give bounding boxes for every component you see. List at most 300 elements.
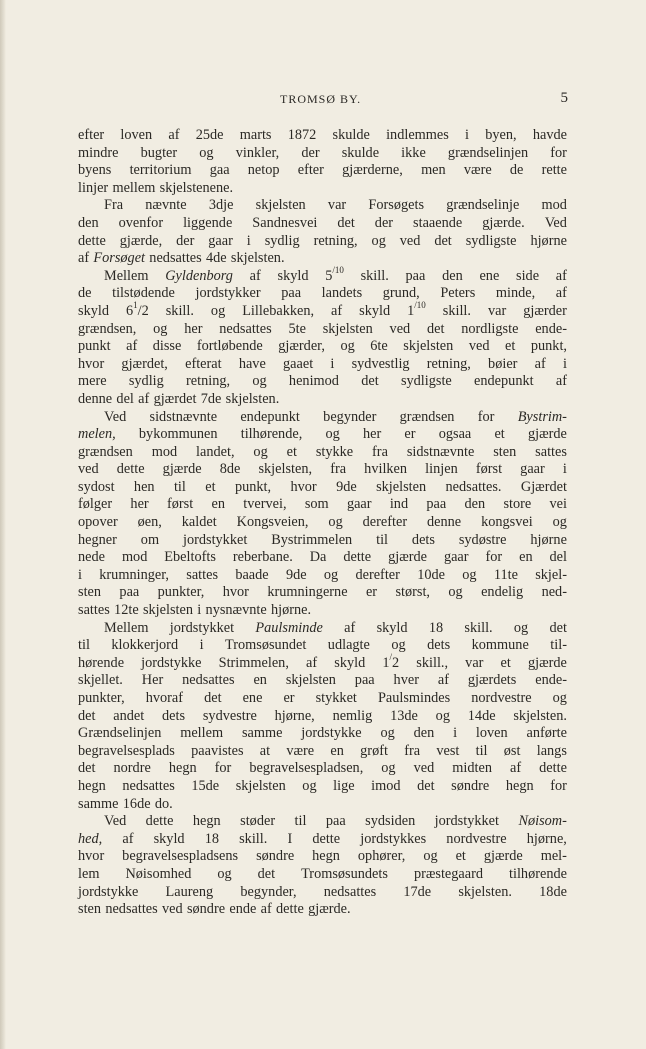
word: og bbox=[340, 338, 355, 355]
word: samme bbox=[241, 725, 283, 742]
word: skyld bbox=[376, 619, 408, 636]
word: dette bbox=[78, 232, 106, 249]
body-text bbox=[78, 127, 567, 919]
word: ved bbox=[162, 901, 183, 918]
word: Ved bbox=[104, 408, 127, 425]
word: og bbox=[371, 232, 386, 249]
word: staaende bbox=[413, 214, 463, 231]
word: de bbox=[78, 285, 92, 302]
word: det bbox=[204, 690, 222, 706]
word: derefter bbox=[362, 514, 408, 531]
word: 13de bbox=[390, 707, 418, 724]
word: I bbox=[287, 830, 293, 847]
word: skill., bbox=[416, 654, 449, 671]
word: skjellet. bbox=[78, 672, 123, 689]
word: dets bbox=[411, 531, 435, 548]
word: vei bbox=[549, 496, 567, 513]
word: fra bbox=[330, 461, 347, 478]
running-title: TROMSØ BY. bbox=[280, 92, 362, 106]
word: begynder, bbox=[240, 883, 297, 900]
text-line bbox=[78, 461, 567, 479]
word: landets bbox=[321, 285, 363, 302]
word: af bbox=[126, 338, 138, 355]
word: søndre bbox=[186, 901, 226, 918]
word: indlemmes bbox=[386, 127, 449, 143]
word: og bbox=[552, 690, 567, 706]
word: have bbox=[238, 355, 266, 372]
word: samme bbox=[78, 795, 119, 812]
word: vest bbox=[436, 742, 460, 759]
word: grund, bbox=[382, 285, 420, 302]
text-line bbox=[78, 426, 567, 444]
word: klokkerjord bbox=[111, 637, 179, 654]
word: henimod bbox=[288, 373, 339, 390]
word: sten bbox=[493, 443, 517, 460]
word: ved bbox=[399, 232, 421, 249]
word: lem bbox=[78, 865, 100, 882]
word: grændsen bbox=[78, 443, 133, 460]
word: øst bbox=[503, 742, 521, 759]
word: tilhørende, bbox=[240, 426, 303, 443]
word: nordre bbox=[113, 760, 151, 777]
word: Da bbox=[309, 549, 327, 566]
word: om bbox=[140, 531, 160, 548]
word: reberbane. bbox=[232, 549, 293, 566]
word: af bbox=[344, 619, 356, 636]
word: ved bbox=[389, 320, 411, 337]
word: Ebeltofts bbox=[164, 549, 216, 566]
word: dette bbox=[116, 461, 145, 478]
word: 7de bbox=[200, 390, 222, 407]
word: skjelsten bbox=[142, 602, 193, 619]
word: i bbox=[562, 461, 567, 478]
word: kongsvei bbox=[481, 514, 533, 531]
word: del bbox=[549, 549, 567, 566]
word: Grændselinjen bbox=[78, 725, 162, 742]
word: tilstødende bbox=[112, 285, 175, 302]
word: gjærde. bbox=[482, 214, 525, 231]
text-line bbox=[78, 145, 567, 163]
word: der bbox=[176, 232, 195, 249]
word: paa bbox=[354, 672, 375, 689]
word: sten bbox=[78, 901, 102, 918]
word: skjelsten, bbox=[258, 461, 313, 478]
text-line bbox=[78, 778, 567, 796]
word: hen bbox=[133, 478, 155, 495]
word: være bbox=[463, 162, 492, 179]
page-number: 5 bbox=[560, 90, 568, 106]
word: dette bbox=[539, 760, 567, 777]
word: hjørne bbox=[530, 232, 567, 249]
word: til bbox=[475, 742, 488, 759]
text-line bbox=[78, 708, 567, 726]
word: 18 bbox=[204, 830, 219, 847]
word: og bbox=[323, 566, 339, 583]
word: 18 bbox=[428, 619, 444, 636]
word: er bbox=[283, 690, 295, 706]
word: skjel- bbox=[535, 566, 567, 583]
word: det bbox=[257, 865, 276, 882]
word: sydligste bbox=[465, 232, 517, 249]
word: Bystrimmelen bbox=[271, 531, 353, 548]
text-line bbox=[78, 356, 567, 374]
text-line bbox=[78, 884, 567, 902]
word: Gjærdet bbox=[520, 478, 567, 495]
text-line bbox=[78, 373, 567, 391]
word: ovenfor bbox=[118, 214, 164, 231]
word: Ved bbox=[544, 214, 567, 231]
word: territorium bbox=[129, 162, 192, 179]
word: andet bbox=[113, 707, 145, 724]
word: grændselinje bbox=[446, 197, 520, 214]
word: ved bbox=[78, 461, 99, 478]
word: 25de bbox=[195, 127, 224, 143]
word: til bbox=[173, 478, 186, 495]
word: hver bbox=[393, 672, 419, 689]
word: Peters bbox=[440, 285, 476, 302]
word: loven bbox=[120, 127, 153, 143]
word: skjelsten bbox=[235, 777, 286, 794]
word: hvor bbox=[78, 355, 105, 372]
word: jordstykket bbox=[434, 813, 499, 830]
word: hørende bbox=[78, 654, 125, 671]
text-line bbox=[78, 409, 567, 427]
word: gaaet bbox=[283, 355, 314, 372]
text-line bbox=[78, 285, 567, 303]
word: hjørne. bbox=[271, 602, 312, 619]
text-line bbox=[78, 532, 567, 550]
word: nedsattes bbox=[105, 901, 158, 918]
word: jordstykke bbox=[78, 883, 139, 900]
word: her bbox=[130, 496, 149, 513]
word: efterat bbox=[185, 355, 222, 372]
text-line bbox=[78, 300, 567, 321]
word: gaar bbox=[520, 461, 545, 478]
word: Ved bbox=[104, 813, 127, 830]
word: for bbox=[214, 760, 232, 777]
word: efter bbox=[78, 127, 105, 143]
word: og bbox=[391, 637, 406, 654]
word: for bbox=[477, 408, 495, 425]
word: skill. bbox=[239, 830, 268, 847]
word: mel- bbox=[540, 848, 567, 865]
word: paa bbox=[325, 813, 346, 830]
text-line bbox=[78, 250, 567, 268]
word: stykke bbox=[315, 443, 354, 460]
word: af bbox=[510, 760, 522, 777]
word: sattes bbox=[186, 566, 219, 583]
word: punkter, bbox=[78, 690, 125, 706]
word: sattes bbox=[78, 602, 110, 619]
text-line bbox=[78, 725, 567, 743]
word: i bbox=[453, 725, 458, 742]
word: gjærderne, bbox=[342, 162, 403, 179]
word: skjelsten. bbox=[230, 250, 285, 267]
word: Paulsmindes bbox=[377, 690, 451, 706]
word: af bbox=[437, 672, 449, 689]
word: 8de bbox=[219, 461, 241, 478]
word: Forsøgets bbox=[368, 197, 425, 214]
word: skjelsten bbox=[322, 320, 373, 337]
word: af bbox=[249, 267, 261, 284]
word: ind bbox=[389, 496, 409, 513]
word: sydost bbox=[78, 478, 115, 495]
word: Sandnesvei bbox=[252, 214, 318, 231]
text-line bbox=[78, 321, 567, 339]
word: mod bbox=[121, 549, 148, 566]
word: paa bbox=[426, 496, 447, 513]
word: skulde bbox=[341, 144, 380, 161]
word: Fra bbox=[104, 197, 124, 214]
word: det bbox=[434, 232, 452, 249]
word: sydlig bbox=[264, 232, 300, 249]
word: støder bbox=[240, 813, 276, 830]
word: opover bbox=[78, 514, 118, 531]
word: udlagte bbox=[327, 637, 370, 654]
word: 12te bbox=[114, 602, 139, 619]
word: skyld bbox=[153, 830, 185, 847]
word: nedsattes bbox=[182, 672, 235, 689]
word: et bbox=[505, 338, 516, 355]
word: for bbox=[550, 144, 567, 161]
word: anførte bbox=[526, 725, 567, 742]
word: 4de bbox=[205, 250, 227, 267]
word: 15de bbox=[191, 777, 220, 794]
word: langs bbox=[536, 742, 567, 759]
word: sattes bbox=[535, 443, 567, 460]
word: hegn bbox=[505, 777, 534, 794]
word: hvor bbox=[222, 584, 249, 601]
word: Mellem bbox=[104, 267, 149, 284]
word: af bbox=[306, 654, 318, 671]
word: gjærdet bbox=[153, 390, 197, 407]
word: nordligste bbox=[461, 320, 519, 337]
word: punkt bbox=[78, 338, 111, 355]
word: i bbox=[78, 566, 82, 583]
word: gjærdets bbox=[467, 672, 517, 689]
word: retning, bbox=[186, 373, 231, 390]
word: vinkler, bbox=[235, 144, 280, 161]
text-line bbox=[78, 215, 567, 233]
word: efter bbox=[297, 162, 324, 179]
word: hed, bbox=[78, 830, 103, 847]
word: jordstykket bbox=[182, 531, 248, 548]
word: jordstykker bbox=[195, 285, 261, 302]
word: det bbox=[337, 214, 355, 231]
word: af bbox=[555, 267, 567, 284]
word: hvor bbox=[290, 478, 317, 495]
word: hvoraf bbox=[145, 690, 184, 706]
word: paa bbox=[405, 267, 426, 284]
text-line bbox=[78, 813, 567, 831]
word: paa bbox=[281, 285, 302, 302]
text-line bbox=[78, 197, 567, 215]
word: stykket bbox=[315, 690, 357, 706]
word: til bbox=[78, 637, 90, 654]
word: retning, bbox=[426, 355, 471, 372]
word: gjærde bbox=[527, 654, 567, 671]
word: som bbox=[304, 496, 329, 513]
word: af bbox=[260, 901, 272, 918]
word: og bbox=[252, 373, 267, 390]
word: skyld bbox=[78, 302, 109, 319]
word: i bbox=[197, 602, 202, 619]
word: lige bbox=[333, 777, 355, 794]
word: sydligste bbox=[400, 373, 452, 390]
word: mere bbox=[78, 373, 107, 390]
text-line bbox=[78, 831, 567, 849]
word: kommune bbox=[471, 637, 529, 654]
text-line bbox=[78, 866, 567, 884]
word: mod bbox=[541, 197, 567, 214]
word: jordstykke bbox=[141, 654, 202, 671]
word: skyld bbox=[277, 267, 309, 284]
word: jordstykket bbox=[169, 619, 235, 636]
text-line bbox=[78, 760, 567, 778]
text-line bbox=[78, 180, 567, 198]
word: 6te bbox=[370, 338, 388, 355]
word: begynder bbox=[323, 408, 377, 425]
word: er bbox=[404, 426, 416, 443]
page-spine-shadow bbox=[0, 0, 6, 1049]
word: en bbox=[519, 549, 533, 566]
word: hjørne, bbox=[274, 707, 315, 724]
word: i bbox=[465, 127, 470, 143]
word: at bbox=[259, 742, 271, 759]
word: gjærder bbox=[523, 302, 567, 319]
word: dets bbox=[427, 637, 451, 654]
word: og bbox=[552, 514, 567, 531]
word: ved bbox=[468, 338, 490, 355]
word: Lillebakken, bbox=[242, 302, 315, 319]
text-line bbox=[78, 233, 567, 251]
word: 18de bbox=[539, 883, 567, 900]
word: bugter bbox=[140, 144, 178, 161]
word: sidstnævnte bbox=[149, 408, 218, 425]
word: skill. bbox=[360, 267, 389, 284]
word: bykommunen bbox=[138, 426, 218, 443]
word: og bbox=[325, 426, 340, 443]
word: ende- bbox=[535, 672, 567, 689]
word: liggende bbox=[183, 214, 233, 231]
word: Mellem bbox=[104, 619, 149, 636]
word: hegn bbox=[168, 760, 197, 777]
word: punkt, bbox=[234, 478, 272, 495]
word: gjærde, bbox=[119, 232, 163, 249]
word: 16de bbox=[122, 795, 151, 812]
word: ikke bbox=[401, 144, 426, 161]
word: mod bbox=[151, 443, 178, 460]
word: rette bbox=[541, 162, 567, 179]
word: fortløbende bbox=[196, 338, 263, 355]
word: kaldet bbox=[181, 514, 217, 531]
word: af bbox=[555, 285, 567, 302]
word: størst, bbox=[395, 584, 430, 601]
word: endelig bbox=[481, 584, 524, 601]
word: gjærde bbox=[527, 426, 567, 443]
word: endepunkt bbox=[240, 408, 300, 425]
word: for bbox=[485, 549, 503, 566]
word: nedsattes. bbox=[445, 478, 502, 495]
word: var bbox=[465, 654, 484, 671]
word: af bbox=[122, 830, 134, 847]
word: den bbox=[413, 725, 435, 742]
word: skyld bbox=[359, 302, 391, 319]
word: Kongsveien, bbox=[236, 514, 309, 531]
word: og bbox=[153, 320, 168, 337]
word: søndre bbox=[451, 777, 490, 794]
word: af bbox=[78, 250, 90, 267]
word: sydlig bbox=[128, 373, 164, 390]
word: netop bbox=[247, 162, 280, 179]
word: skill. bbox=[464, 619, 493, 636]
word: loven bbox=[475, 725, 508, 742]
word: sydsiden bbox=[365, 813, 416, 830]
word: begravelsespladsens bbox=[122, 848, 239, 865]
text-line bbox=[78, 444, 567, 462]
word: nedsattes bbox=[122, 777, 175, 794]
word: og bbox=[380, 725, 395, 742]
word: er bbox=[365, 584, 378, 601]
word: hegner bbox=[78, 531, 117, 548]
word: ogsaa bbox=[438, 426, 472, 443]
word: øen, bbox=[137, 514, 162, 531]
word: hegn bbox=[312, 848, 340, 865]
word: følger bbox=[78, 496, 113, 513]
word: skjelsten bbox=[255, 197, 306, 214]
word: hegn bbox=[78, 777, 106, 794]
word: marts bbox=[239, 127, 272, 143]
word: hegn bbox=[192, 813, 221, 830]
word: skjelstenene. bbox=[159, 179, 234, 196]
word: skjelsten. bbox=[225, 390, 280, 407]
word: Tromsøsundets bbox=[301, 865, 388, 882]
word: søndre bbox=[256, 848, 295, 865]
word: Strimmelen, bbox=[218, 654, 289, 671]
word: den bbox=[442, 267, 463, 284]
word: den bbox=[78, 214, 99, 231]
word: og bbox=[423, 848, 438, 865]
text-line bbox=[78, 127, 567, 145]
text-line bbox=[78, 796, 567, 814]
word: et bbox=[286, 443, 297, 460]
word: do. bbox=[154, 795, 173, 812]
text-line bbox=[78, 637, 567, 655]
word: hjørne bbox=[530, 531, 567, 548]
word: og bbox=[217, 865, 232, 882]
word: sten bbox=[78, 584, 102, 601]
word: gjærde bbox=[162, 461, 202, 478]
word: skjelsten bbox=[376, 478, 427, 495]
word: 9de bbox=[336, 478, 357, 495]
word: gaa bbox=[209, 162, 230, 179]
text-line bbox=[78, 162, 567, 180]
word: det bbox=[426, 320, 445, 337]
word: der bbox=[301, 144, 320, 161]
word: et bbox=[455, 848, 466, 865]
word: baade bbox=[235, 566, 269, 583]
word: retning, bbox=[313, 232, 358, 249]
word: gjærde bbox=[388, 549, 427, 566]
word: Laureng bbox=[165, 883, 214, 900]
running-header bbox=[78, 92, 568, 110]
word: paavistes bbox=[191, 742, 244, 759]
word: paa bbox=[119, 584, 140, 601]
word: 10de bbox=[417, 566, 445, 583]
word: og bbox=[328, 514, 343, 531]
word: det bbox=[78, 707, 96, 724]
word: linjer bbox=[78, 179, 109, 196]
